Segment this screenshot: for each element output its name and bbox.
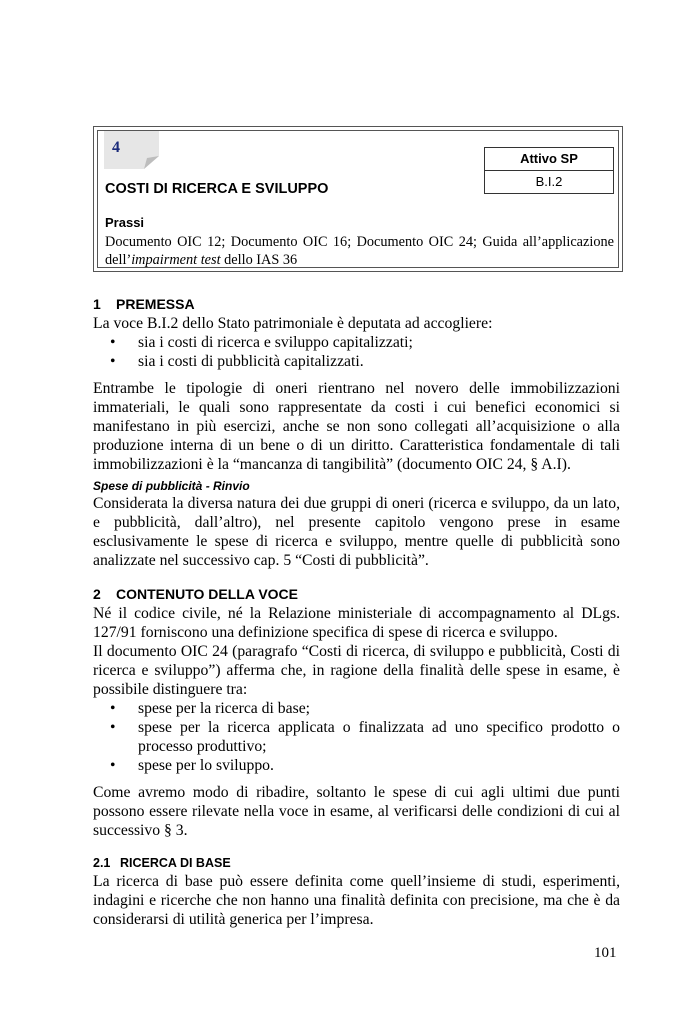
section-1-paragraph: Entrambe le tipologie di oneri rientrano nel novero delle immobilizzazioni immateriali, le quali sono rappresentate da costi i cui benefici economici si manifestano in più esercizi, anche se non sono collegati all’acquisizione o alla produzione interna di un bene o di un diritto. Caratteristica fondamentale di tali immobilizzazioni è la “mancanza di tangibilità” (documento OIC 24, § A.I). — [93, 380, 620, 473]
prassi-text — [105, 233, 614, 269]
section-1-intro: La voce B.I.2 dello Stato patrimoniale è deputata ad accogliere: — [93, 315, 493, 332]
chapter-title: COSTI DI RICERCA E SVILUPPO — [105, 181, 329, 197]
section-1-subheading: Spese di pubblicità - Rinvio — [93, 479, 250, 493]
section-1-heading — [93, 296, 620, 312]
list-item — [93, 699, 620, 718]
list-item-text: spese per lo sviluppo. — [138, 757, 274, 774]
section-2-1-title: RICERCA DI BASE — [120, 856, 231, 870]
section-2-1-paragraph: La ricerca di base può essere definita come quell’insieme di studi, esperimenti, indagini e ricerche che non hanno una finalità definita con precisione, ma che è da considerarsi di utilità generica per l’impresa. — [93, 873, 620, 928]
section-1-list — [93, 333, 620, 371]
section-1-subparagraph: Considerata la diversa natura dei due gruppi di oneri (ricerca e sviluppo, da un lato, e pubblicità, dall’altro), nel presente capitolo vengono prese in esame esclusivamente le spese di ricerca e sviluppo, mentre quelle di pubblicità sono analizzate nel successivo cap. 5 “Costi di pubblicità”. — [93, 495, 620, 569]
attivo-code: B.I.2 — [535, 174, 563, 189]
page-number: 101 — [594, 945, 617, 961]
prassi-label: Prassi — [105, 215, 145, 230]
bullet-icon: • — [110, 353, 116, 370]
bullet-icon: • — [110, 700, 116, 717]
section-2-list — [93, 699, 620, 775]
section-2-heading — [93, 586, 620, 602]
section-2-paragraph-3: Come avremo modo di ribadire, soltanto le spese di cui agli ultimi due punti possono essere rilevate nella voce in esame, al verificarsi delle condizioni di cui al successivo § 3. — [93, 784, 620, 839]
bullet-icon: • — [110, 334, 116, 351]
section-2-paragraph-1: Né il codice civile, né la Relazione ministeriale di accompagnamento al DLgs. 127/91 forniscono una definizione specifica di spese di ricerca e sviluppo. — [93, 605, 620, 641]
prassi-text-b: dello IAS 36 — [220, 252, 298, 268]
section-2-number: 2 — [93, 586, 101, 602]
chapter-header-box — [93, 126, 623, 272]
chapter-number: 4 — [112, 139, 120, 156]
prassi-text-em: impairment test — [131, 252, 221, 268]
list-item — [93, 352, 620, 371]
chapter-header-inner — [97, 130, 619, 268]
page-content — [93, 296, 620, 929]
list-item — [93, 718, 620, 756]
section-2-paragraph-2: Il documento OIC 24 (paragrafo “Costi di ricerca, di sviluppo e pubblicità, Costi di ricerca e sviluppo”) afferma che, in ragione della finalità delle spese in esame, è possibile distinguere tra: — [93, 643, 620, 698]
attivo-label: Attivo SP — [485, 148, 613, 171]
section-1-number: 1 — [93, 296, 101, 312]
section-1-title: PREMESSA — [116, 296, 195, 312]
bullet-icon: • — [110, 757, 116, 774]
section-2-1-number: 2.1 — [93, 856, 111, 870]
list-item — [93, 333, 620, 352]
prassi-text-a: Documento OIC 12; Documento OIC 16; Documento OIC 24; Guida all’applicazione dell’ — [105, 234, 614, 268]
attivo-sp-box — [484, 147, 614, 194]
list-item-text: sia i costi di ricerca e sviluppo capitalizzati; — [138, 334, 413, 351]
list-item — [93, 756, 620, 775]
list-item-text: spese per la ricerca applicata o finalizzata ad uno specifico prodotto o processo produttivo; — [138, 719, 620, 755]
list-item-text: spese per la ricerca di base; — [138, 700, 311, 717]
bullet-icon: • — [110, 719, 116, 736]
section-2-title: CONTENUTO DELLA VOCE — [116, 586, 299, 602]
list-item-text: sia i costi di pubblicità capitalizzati. — [138, 353, 364, 370]
section-2-1-heading — [93, 856, 620, 870]
